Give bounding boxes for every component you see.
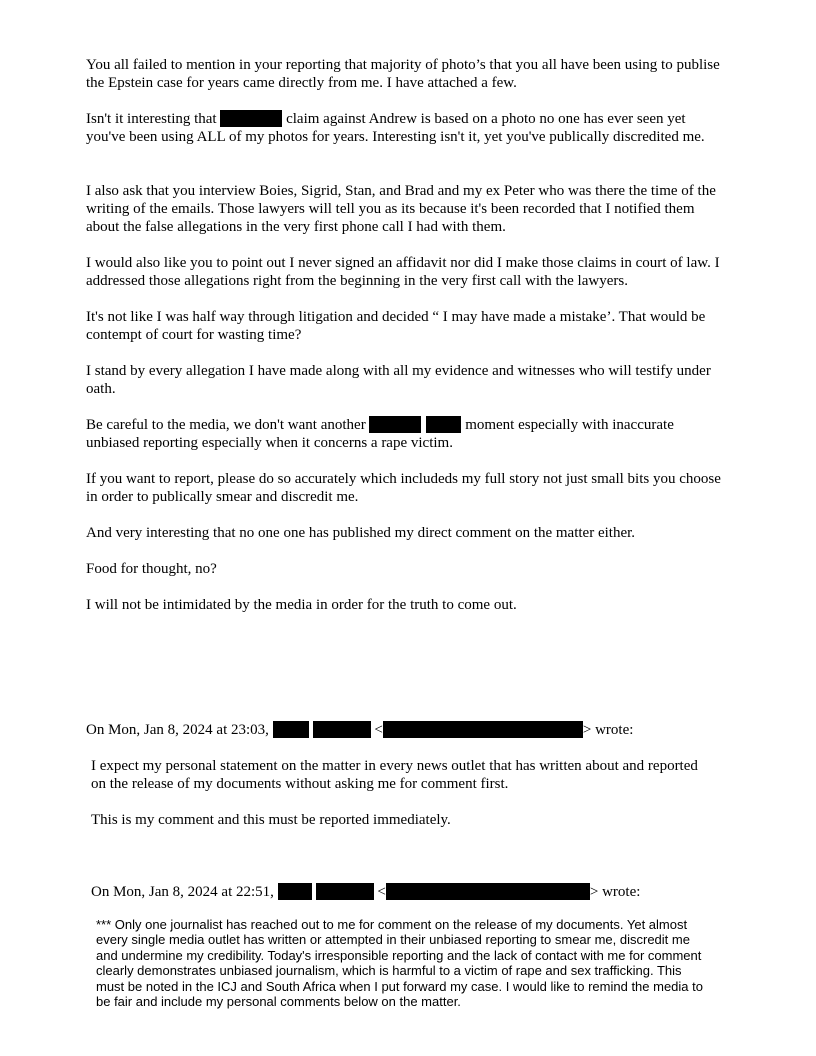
paragraph-careful-end: moment especially with inaccurate unbiased reporting especially when it concerns a rape victim. <box>86 417 674 451</box>
redaction-bar <box>313 721 371 738</box>
paragraph-claim-start: Isn't it interesting that <box>86 111 221 127</box>
paragraph-photos: You all failed to mention in your reporting that majority of photo’s that you all have been using to publise the Epstein case for years came directly from me. I have attached a few. <box>86 57 720 91</box>
paragraph-affidavit: I would also like you to point out I never signed an affidavit nor did I make those claims in court of law. I addressed those allegations right from the beginning in the very first call with the lawyers. <box>86 255 720 289</box>
paragraph-allegation: I stand by every allegation I have made along with all my evidence and witnesses who will testify under oath. <box>86 363 711 397</box>
quote-header-2 <box>91 883 791 901</box>
redaction-bar <box>383 721 583 738</box>
quote-1-paragraph: I expect my personal statement on the matter in every news outlet that has written about and reported on the release of my documents without asking me for comment first. <box>91 758 698 792</box>
quote-header-2-suffix: > wrote: <box>589 884 641 900</box>
paragraph-litigation: It's not like I was half way through litigation and decided “ I may have made a mistake’. That would be contempt of court for wasting time? <box>86 309 706 343</box>
quote-header-2-lt: < <box>373 884 386 900</box>
quote-header-2-prefix: On Mon, Jan 8, 2024 at 22:51, <box>91 884 278 900</box>
paragraph-report: If you want to report, please do so accurately which includeds my full story not just small bits you choose in order to publically smear and discredit me. <box>86 471 721 505</box>
paragraph-careful-start: Be careful to the media, we don't want another <box>86 417 370 433</box>
redaction-bar <box>426 416 461 433</box>
paragraph-claim <box>86 110 726 146</box>
redaction-bar <box>369 416 421 433</box>
redaction-bar <box>278 883 312 900</box>
quote-header-1 <box>86 721 786 739</box>
paragraph-claim-end: claim against Andrew is based on a photo no one has ever seen yet you've been using ALL of my photos for years. Interesting isn't it, yet you've publically discredited me. <box>86 111 705 145</box>
redaction-bar <box>220 110 282 127</box>
redaction-bar <box>386 883 590 900</box>
paragraph-interesting: And very interesting that no one one has published my direct comment on the matter either. <box>86 525 636 541</box>
paragraph-careful <box>86 416 726 452</box>
paragraph-intimidated: I will not be intimidated by the media in order for the truth to come out. <box>86 597 517 613</box>
quote-header-1-lt: < <box>370 722 383 738</box>
quote-header-1-prefix: On Mon, Jan 8, 2024 at 23:03, <box>86 722 273 738</box>
redaction-bar <box>273 721 309 738</box>
paragraph-interview: I also ask that you interview Boies, Sigrid, Stan, and Brad and my ex Peter who was there the time of the writing of the emails. Those lawyers will tell you as its because it's been recorded that I notified them about the false allegations in the very first phone call I had with them. <box>86 183 716 235</box>
quote-header-1-suffix: > wrote: <box>582 722 634 738</box>
quote-1-paragraph: This is my comment and this must be reported immediately. <box>91 812 451 828</box>
redaction-bar <box>316 883 374 900</box>
quote-2-body: *** Only one journalist has reached out to me for comment on the release of my documents. Yet almost every single media outlet has written or attempted in their unbiased reporting to smear me, discredit me and undermine my credibility. Today's irresponsible reporting and the lack of contact with me for comment clearly demonstrates unbiased journalism, which is harmful to a victim of rape and sex trafficking. This must be noted in the ICJ and South Africa when I put forward my case. I would like to remind the media to be fair and include my personal comments below on the matter. <box>96 917 703 1010</box>
paragraph-food: Food for thought, no? <box>86 561 217 577</box>
